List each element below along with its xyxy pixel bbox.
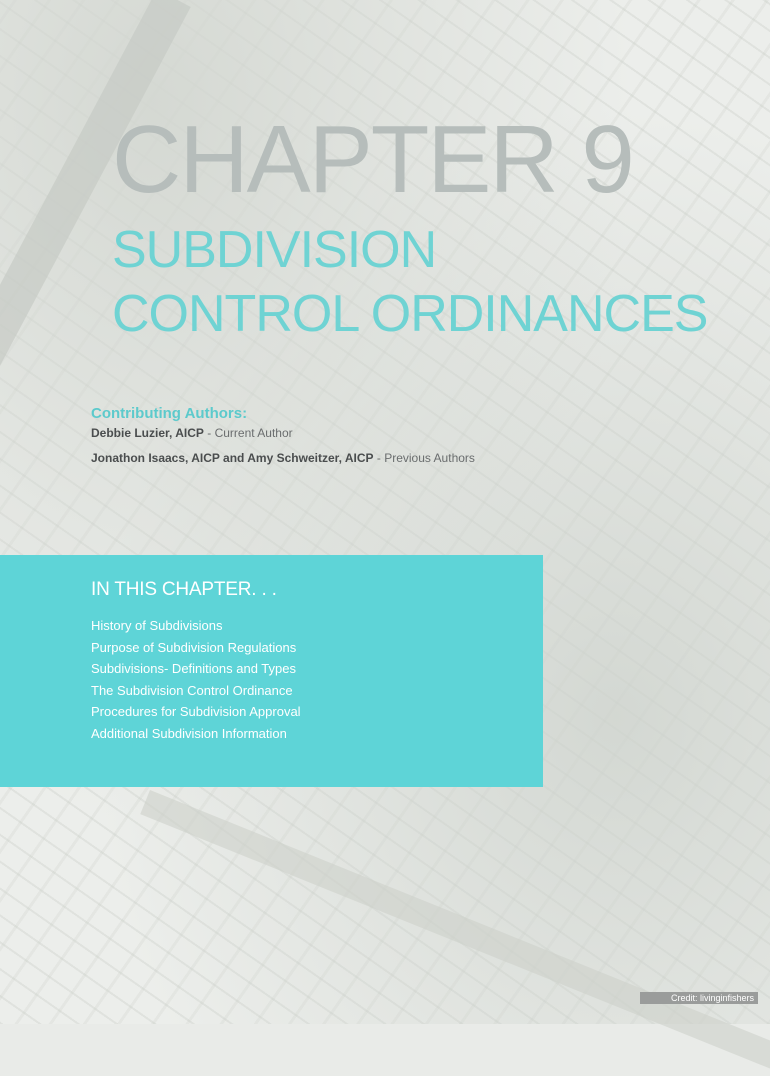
current-author-name: Debbie Luzier, AICP (91, 426, 204, 440)
subtitle-line-1: SUBDIVISION (112, 221, 437, 279)
previous-authors-role: - Previous Authors (373, 451, 475, 465)
list-item: The Subdivision Control Ordinance (91, 682, 293, 698)
contributing-authors (91, 405, 475, 476)
list-item: Subdivisions- Definitions and Types (91, 661, 296, 677)
photo-credit: Credit: livinginfishers (640, 992, 758, 1004)
chapter-topic-list (91, 615, 543, 745)
list-item: Purpose of Subdivision Regulations (91, 639, 297, 655)
current-author-role: - Current Author (203, 426, 293, 440)
list-item: History of Subdivisions (91, 618, 223, 633)
list-item: Additional Subdivision Information (91, 725, 287, 741)
list-item: Procedures for Subdivision Approval (91, 704, 301, 720)
chapter-subtitle (112, 218, 707, 346)
chapter-title: CHAPTER 9 (112, 106, 633, 213)
previous-authors (91, 451, 475, 465)
previous-authors-names: Jonathon Isaacs, AICP and Amy Schweitzer, AICP (91, 451, 374, 465)
current-author (91, 426, 475, 440)
subtitle-line-2: CONTROL ORDINANCES (112, 285, 708, 343)
in-this-chapter-heading: IN THIS CHAPTER. . . (91, 579, 277, 600)
in-this-chapter-box (0, 555, 543, 787)
authors-heading: Contributing Authors: (91, 405, 248, 422)
